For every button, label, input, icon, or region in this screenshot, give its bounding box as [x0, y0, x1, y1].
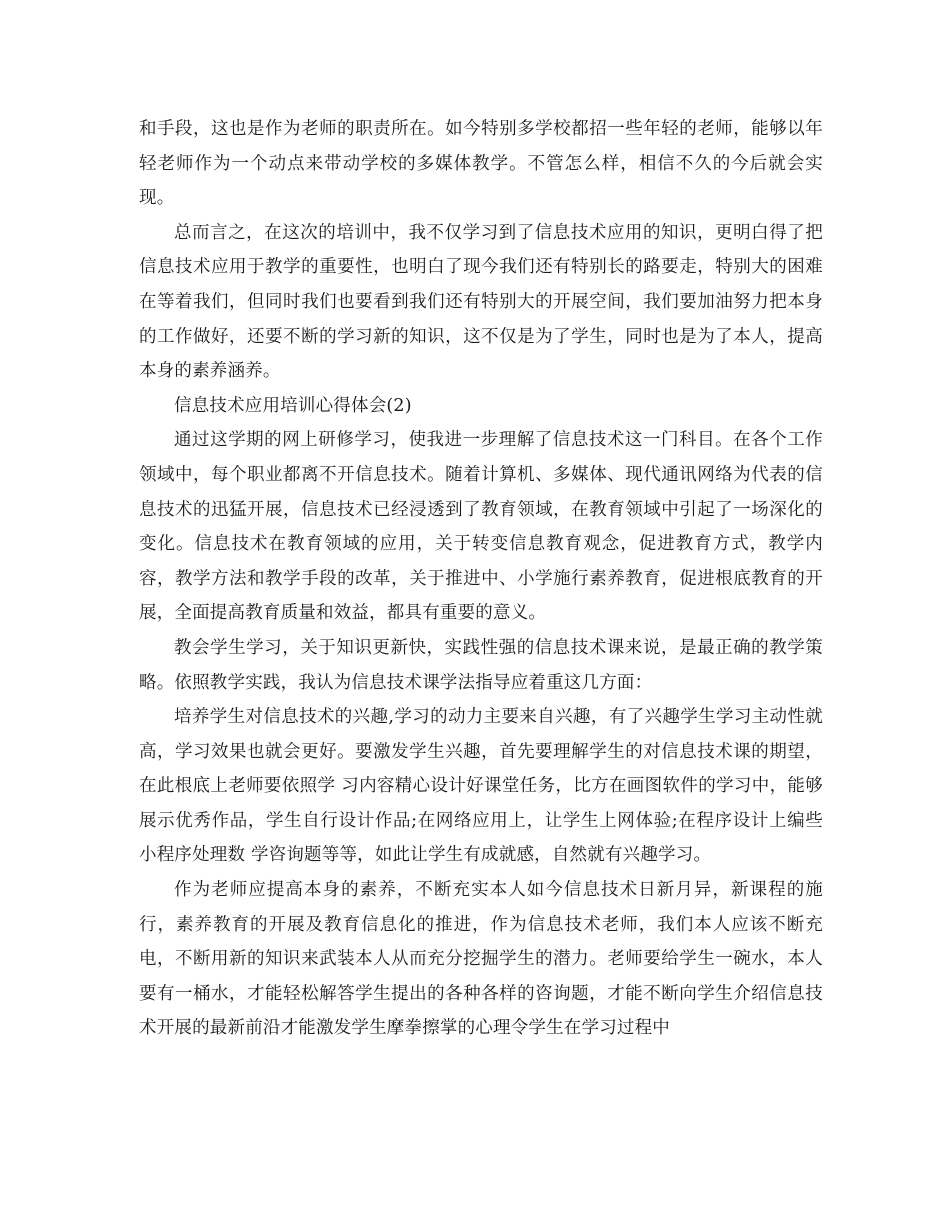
paragraph-teaching-strategy: 教会学生学习，关于知识更新快，实践性强的信息技术课来说，是最正确的教学策略。依照教学实践，我认为信息技术课学法指导应着重这几方面：	[139, 637, 823, 693]
paragraph-continuation: 和手段，这也是作为老师的职责所在。如今特别多学校都招一些年轻的老师，能够以年轻老师作为一个动点来带动学校的多媒体教学。不管怎么样，相信不久的今后就会实现。	[139, 119, 823, 209]
paragraph-interest: 培养学生对信息技术的兴趣,学习的动力主要来自兴趣，有了兴趣学生学习主动性就高，学习效果也就会更好。要激发学生兴趣，首先要理解学生的对信息技术课的期望，在此根底上老师要依照学 习内容精心设计好课堂任务，比方在画图软件的学习中，能够展示优秀作品，学生自行设计作品;在网络应用上，让学生上网体验;在程序设计上编些小程序处理数 学咨询题等等，如此让学生有成就感，自然就有兴趣学习。	[139, 707, 823, 866]
paragraph-summary: 总而言之，在这次的培训中，我不仅学习到了信息技术应用的知识，更明白得了把信息技术应用于教学的重要性，也明白了现今我们还有特别长的路要走，特别大的困难在等着我们，但同时我们也要看到我们还有特别大的开展空间，我们要加油努力把本身的工作做好，还要不断的学习新的知识，这不仅是为了学生，同时也是为了本人，提高本身的素养涵养。	[139, 222, 823, 382]
document-body	[139, 112, 823, 1046]
section-heading: 信息技术应用培训心得体会(2)	[174, 395, 412, 416]
paragraph-teacher-quality: 作为老师应提高本身的素养，不断充实本人如今信息技术日新月异，新课程的施行，素养教育的开展及教育信息化的推进，作为信息技术老师，我们本人应该不断充电，不断用新的知识来武装本人从而充分挖掘学生的潜力。老师要给学生一碗水，本人要有一桶水，才能轻松解答学生提出的各种各样的咨询题，才能不断向学生介绍信息技术开展的最新前沿才能激发学生摩拳擦掌的心理令学生在学习过程中	[139, 880, 823, 1039]
paragraph-intro: 通过这学期的网上研修学习，使我进一步理解了信息技术这一门科目。在各个工作领域中，每个职业都离不开信息技术。随着计算机、多媒体、现代通讯网络为代表的信息技术的迅猛开展，信息技术已经浸透到了教育领域，在教育领域中引起了一场深化的变化。信息技术在教育领域的应用，关于转变信息教育观念，促进教育方式，教学内容，教学方法和教学手段的改革，关于推进中、小学施行素养教育，促进根底教育的开展，全面提高教育质量和效益，都具有重要的意义。	[139, 430, 823, 624]
